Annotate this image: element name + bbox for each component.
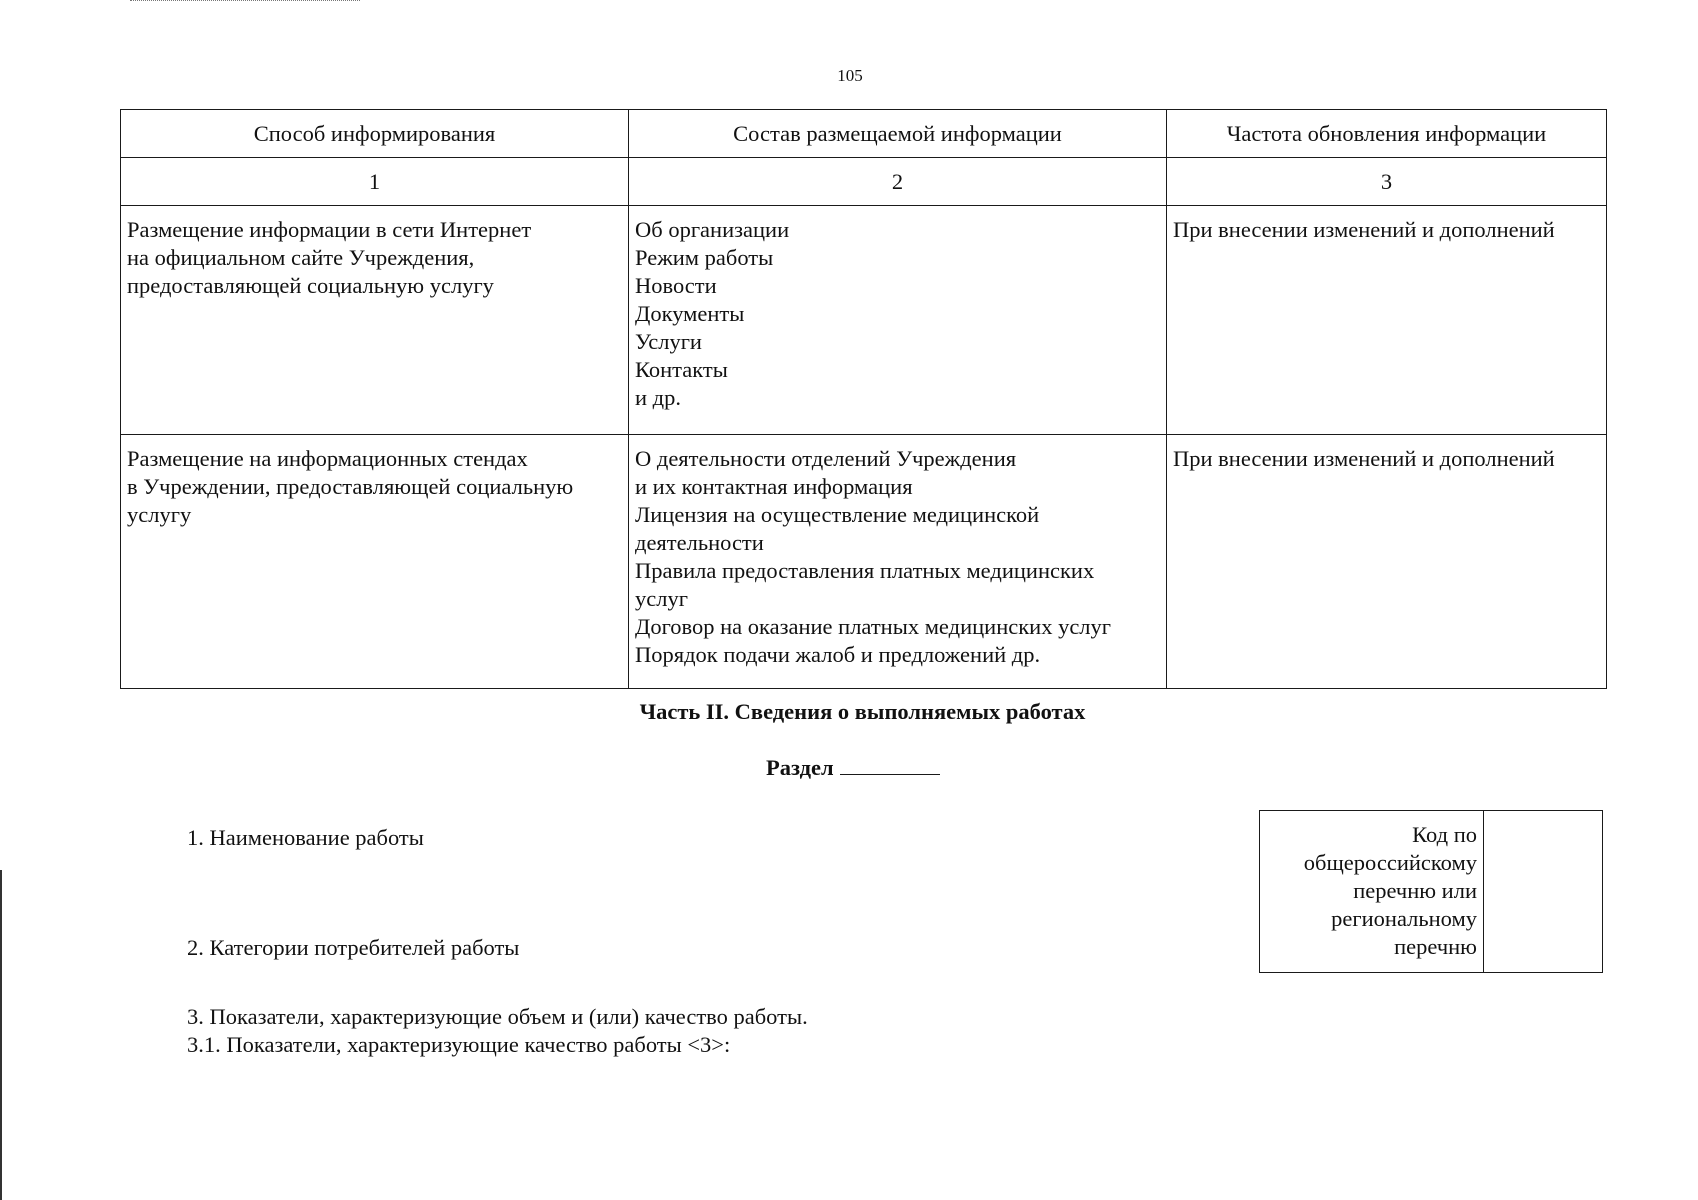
cell-line: услугу xyxy=(127,502,192,527)
cell-line: Об организации xyxy=(635,217,790,242)
registry-code-value xyxy=(1484,811,1602,972)
code-label-line: региональному xyxy=(1331,906,1477,931)
method-cell xyxy=(121,435,629,689)
column-number: 2 xyxy=(629,158,1167,206)
cell-line: Размещение информации в сети Интернет xyxy=(127,217,532,242)
scan-artifact xyxy=(130,0,360,4)
scan-edge-mark xyxy=(0,870,2,1200)
table-header-row xyxy=(121,110,1607,158)
cell-line: Контакты xyxy=(635,357,728,382)
method-cell xyxy=(121,206,629,435)
cell-line: Услуги xyxy=(635,329,702,354)
cell-line: Размещение на информационных стендах xyxy=(127,446,528,471)
cell-line: При внесении изменений и дополнений xyxy=(1173,446,1555,471)
code-label-line: перечню xyxy=(1394,934,1477,959)
column-number: 1 xyxy=(121,158,629,206)
section-label: Раздел xyxy=(766,755,834,780)
column-number-row xyxy=(121,158,1607,206)
consumers-item: 2. Категории потребителей работы xyxy=(187,935,520,960)
code-label-line: перечню или xyxy=(1353,878,1477,903)
cell-line: Порядок подачи жалоб и предложений др. xyxy=(635,642,1041,667)
indicators-item: 3. Показатели, характеризующие объем и (или) качество работы. xyxy=(187,1004,808,1029)
frequency-cell xyxy=(1167,206,1607,435)
column-number: 3 xyxy=(1167,158,1607,206)
section-number-blank xyxy=(840,754,940,775)
cell-line: услуг xyxy=(635,586,688,611)
information-methods-table xyxy=(120,109,1607,689)
part-title: Часть II. Сведения о выполняемых работах xyxy=(639,699,1086,724)
page-number: 105 xyxy=(837,66,863,85)
header-frequency: Частота обновления информации xyxy=(1167,110,1607,158)
code-label-line: общероссийскому xyxy=(1303,850,1477,875)
work-name-item: 1. Наименование работы xyxy=(187,825,424,850)
cell-line: Правила предоставления платных медицинских xyxy=(635,558,1095,583)
cell-line: на официальном сайте Учреждения, xyxy=(127,245,475,270)
header-method: Способ информирования xyxy=(121,110,629,158)
code-label-line: Код по xyxy=(1412,822,1477,847)
table-row xyxy=(121,206,1607,435)
cell-line: Лицензия на осуществление медицинской xyxy=(635,502,1040,527)
section-title xyxy=(766,754,940,781)
registry-code-box xyxy=(1259,810,1603,973)
frequency-cell xyxy=(1167,435,1607,689)
cell-line: При внесении изменений и дополнений xyxy=(1173,217,1555,242)
cell-line: Документы xyxy=(635,301,745,326)
table-row xyxy=(121,435,1607,689)
cell-line: и их контактная информация xyxy=(635,474,913,499)
cell-line: предоставляющей социальную услугу xyxy=(127,273,494,298)
cell-line: Режим работы xyxy=(635,245,774,270)
cell-line: О деятельности отделений Учреждения xyxy=(635,446,1017,471)
cell-line: деятельности xyxy=(635,530,764,555)
cell-line: в Учреждении, предоставляющей социальную xyxy=(127,474,574,499)
registry-code-label xyxy=(1260,811,1484,972)
content-cell xyxy=(629,206,1167,435)
content-cell xyxy=(629,435,1167,689)
quality-indicators-item: 3.1. Показатели, характеризующие качество работы <3>: xyxy=(187,1032,731,1057)
header-content: Состав размещаемой информации xyxy=(629,110,1167,158)
cell-line: Новости xyxy=(635,273,717,298)
cell-line: Договор на оказание платных медицинских услуг xyxy=(635,614,1112,639)
cell-line: и др. xyxy=(635,385,681,410)
